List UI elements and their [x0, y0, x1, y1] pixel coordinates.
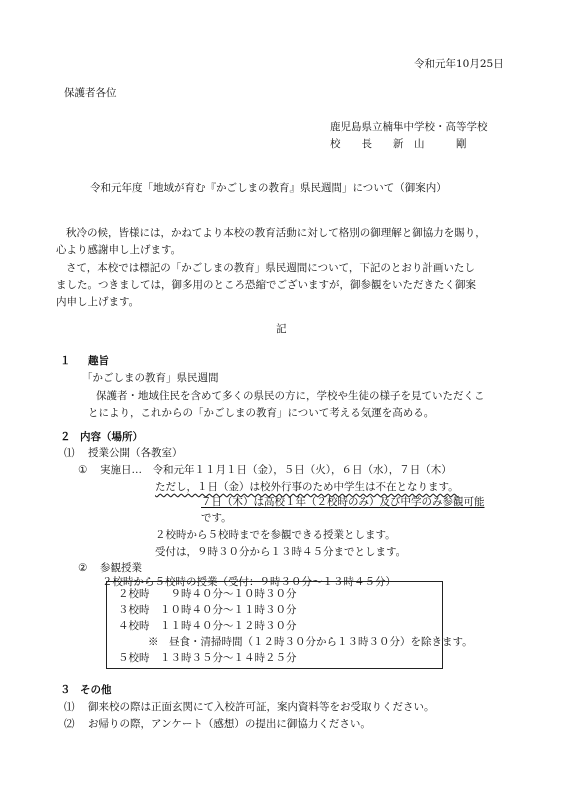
section2-sub1-marker: ①	[78, 464, 88, 476]
schedule-note: ※ 昼食・清掃時間（１２時３０分から１３時３０分）を除きます。	[148, 636, 473, 648]
greeting-line: 心より感謝申し上げます。	[56, 244, 182, 256]
section3-item-marker: ⑵	[64, 718, 75, 730]
ki-mark: 記	[276, 323, 287, 335]
greeting-line: 内申し上げます。	[56, 296, 140, 308]
recipient: 保護者各位	[64, 87, 117, 99]
section1-number: １	[60, 355, 71, 367]
section2-item1-label: 授業公開（各教室）	[88, 447, 183, 459]
schedule-row: ５校時 １３時３５分～１４時２５分	[118, 652, 297, 664]
section3-item-text: 御来校の際は正面玄関にて入校許可証，案内資料等をお受取りください。	[88, 701, 435, 713]
section2-heading: 内容（場所）	[80, 431, 143, 443]
sender-principal: 校 長 新 山 剛	[330, 138, 467, 150]
greeting-line: さて，本校では標記の「かごしまの教育」県民週間について，下記のとおり計画いたし	[66, 262, 475, 274]
section3-item-text: お帰りの際，アンケート（感想）の提出に御協力ください。	[88, 718, 371, 730]
section3-number: ３	[60, 684, 71, 696]
section2-sub1-note: です。	[201, 512, 232, 524]
section2-number: ２	[60, 431, 71, 443]
schedule-row: ２校時 ９時４０分～１０時３０分	[118, 588, 297, 600]
section2-sub2-label: 参観授業	[100, 562, 142, 574]
schedule-row: ３校時 １０時４０分～１１時３０分	[118, 604, 297, 616]
document-date: 令和元年10月25日	[414, 58, 504, 70]
section2-sub2-line: ２校時から５校時の授業（受付：９時３０分～１３時４５分）	[102, 576, 396, 588]
section1-body-line: とにより，これからの「かごしまの教育」について考える気運を高める。	[88, 407, 435, 419]
section3-heading: その他	[80, 684, 112, 696]
section1-body-line: 保護者・地域住民を含めて多くの県民の方に，学校や生徒の様子を見ていただくこ	[96, 390, 485, 402]
section2-sub1-line: 受付は，９時３０分から１３時４５分までとします。	[155, 546, 407, 558]
section2-sub2-marker: ②	[78, 562, 88, 574]
section2-sub1-note: ７日（木）は高校１年（２校時のみ）及び中学のみ参観可能	[201, 496, 485, 508]
section2-sub1-line: ２校時から５校時までを参観できる授業とします。	[155, 529, 396, 541]
greeting-line: 秋冷の候，皆様には，かねてより本校の教育活動に対して格別の御理解と御協力を賜り，	[66, 227, 486, 239]
section1-subtitle: 「かごしまの教育」県民週間	[82, 372, 219, 384]
greeting-line: ました。つきましては，御多用のところ恐縮でございますが，御参観をいただきたく御案	[56, 279, 476, 291]
section2-item1-marker: ⑴	[64, 447, 75, 459]
schedule-row: ４校時 １１時４０分～１２時３０分	[118, 620, 297, 632]
section3-item-marker: ⑴	[64, 701, 75, 713]
section2-sub1-note: ただし，１日（金）は校外行事のため中学生は不在となります。	[155, 481, 459, 493]
document-title: 令和元年度「地域が育む『かごしまの教育』県民週間」について（御案内）	[90, 182, 447, 194]
sender-school: 鹿児島県立楠隼中学校・高等学校	[330, 121, 488, 133]
section2-sub1-line: 実施日… 令和元年１１月１日（金），５日（火），６日（水），７日（木）	[100, 464, 452, 476]
section1-heading: 趣旨	[88, 355, 109, 367]
